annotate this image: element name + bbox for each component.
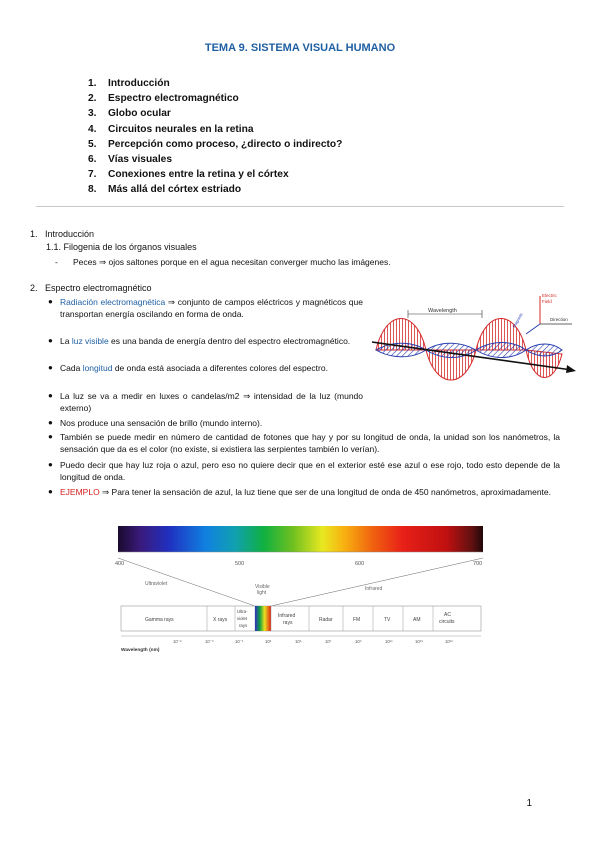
toc-item xyxy=(88,122,342,137)
scale-label: 10⁷ xyxy=(325,639,332,644)
tick-label: 500 xyxy=(235,561,245,567)
bullet-icon: ● xyxy=(48,460,53,469)
scale-label: 10⁹ xyxy=(355,639,362,644)
toc-number: 6. xyxy=(88,153,97,165)
toc-label: Globo ocular xyxy=(108,108,171,120)
bullet-text: es una banda de energía dentro del espectro electromagnético. xyxy=(108,336,351,346)
page-number: 1 xyxy=(526,798,532,809)
scale-label: 10³ xyxy=(265,639,272,644)
light-label: light xyxy=(257,590,267,596)
toc-number: 2. xyxy=(88,93,97,105)
bullet-icon: ● xyxy=(48,297,53,306)
bullet-icon: ● xyxy=(48,363,53,372)
scale-label: 10¹⁵ xyxy=(445,639,453,644)
bullet-text: Nos produce una sensación de brillo (mundo interno). xyxy=(60,418,263,428)
toc-item xyxy=(88,182,342,197)
bullet-item xyxy=(48,459,560,483)
band-label: rays xyxy=(239,623,248,628)
section-heading-2 xyxy=(30,283,152,293)
scale-label: 10¹¹ xyxy=(385,639,393,644)
section-number: 2. xyxy=(30,283,38,293)
infrared-label: Infrared xyxy=(365,586,383,592)
toc-number: 8. xyxy=(88,184,97,196)
electric-label: Electric xyxy=(542,293,557,298)
bullet-item xyxy=(48,296,363,320)
bullet-text: También se puede medir en número de cantidad de fotones que hay y por su longitud de onda, la unidad son los nanómetros, la sensación que da es el color (no existe, si existiera las serpientes también lo verían). xyxy=(60,432,560,455)
scale-label: 10⁻³ xyxy=(205,639,214,644)
band-label: rays xyxy=(283,620,293,626)
projection-line xyxy=(271,558,483,606)
toc-item xyxy=(88,76,342,91)
toc-label: Espectro electromagnético xyxy=(108,93,239,105)
band-row xyxy=(121,606,481,631)
toc-item xyxy=(88,106,342,121)
band-label: Radar xyxy=(319,617,333,623)
toc-label: Circuitos neurales en la retina xyxy=(108,123,254,135)
bullet-text: de onda está asociada a diferentes colores del espectro. xyxy=(112,363,328,373)
scale-label: 10¹³ xyxy=(415,639,423,644)
bullet-item xyxy=(48,486,560,498)
bullet-item xyxy=(48,335,363,347)
tick-label: 400 xyxy=(115,561,125,567)
spectrum-figure xyxy=(115,524,487,656)
ultraviolet-label: Ultraviolet xyxy=(145,581,168,587)
toc-number: 5. xyxy=(88,138,97,150)
bullet-item xyxy=(48,362,363,374)
band-label: TV xyxy=(384,617,391,623)
bullet-item xyxy=(48,417,560,429)
bullet-icon: ● xyxy=(48,336,53,345)
toc-number: 3. xyxy=(88,108,97,120)
dash-bullet: - xyxy=(55,257,58,267)
list-item xyxy=(55,257,391,268)
page-title: TEMA 9. SISTEMA VISUAL HUMANO xyxy=(204,42,396,54)
bullet-icon: ● xyxy=(48,391,53,400)
band-label: Ultra- xyxy=(237,609,248,614)
band-label: Infrared xyxy=(278,613,296,619)
visible-band-mini xyxy=(255,606,271,631)
term-highlight: Radiación electromagnética xyxy=(60,297,166,307)
wavelength-label: Wavelength xyxy=(428,308,457,314)
band-label: AC xyxy=(444,612,451,618)
band-label: X rays xyxy=(213,617,228,623)
wavelength-axis-label: Wavelength (nm) xyxy=(121,648,160,653)
bullet-text: Puedo decir que hay luz roja o azul, pero eso no quiere decir que en el exterior esté ese azul o ese rojo, todo esto depende de la longitud de onda. xyxy=(60,460,560,483)
magnetic-field-axis xyxy=(526,324,540,334)
scale-label: 10⁵ xyxy=(295,639,302,644)
section-number: 1. xyxy=(30,229,38,239)
toc-label: Introducción xyxy=(108,78,170,89)
scale-label: 10⁻⁵ xyxy=(173,639,182,644)
term-highlight: luz visible xyxy=(71,336,109,346)
bullet-icon: ● xyxy=(48,432,53,441)
toc-label: Percepción como proceso, ¿directo o indirecto? xyxy=(108,138,343,150)
toc-number: 7. xyxy=(88,169,97,181)
bullet-item xyxy=(48,431,560,455)
band-label: AM xyxy=(413,617,421,623)
list-item-text: Peces ⇒ ojos saltones porque en el agua necesitan converger mucho las imágenes. xyxy=(73,257,391,267)
direction-label: Direction xyxy=(550,317,568,322)
term-highlight: longitud xyxy=(82,363,113,373)
band-label: circuits xyxy=(439,619,455,625)
visible-spectrum-bar xyxy=(118,526,483,552)
field-label: Field xyxy=(542,299,552,304)
band-label: violet xyxy=(237,616,248,621)
section-divider xyxy=(36,206,564,207)
tick-label: 600 xyxy=(355,561,365,567)
section-title: Introducción xyxy=(45,229,95,239)
toc-label: Vías visuales xyxy=(108,153,173,165)
toc-label: Más allá del córtex estriado xyxy=(108,184,242,196)
scale-label: 10⁻¹ xyxy=(235,639,244,644)
bullet-icon: ● xyxy=(48,487,53,496)
toc-item xyxy=(88,152,342,167)
bullet-icon: ● xyxy=(48,418,53,427)
bullet-text: Cada xyxy=(60,363,83,373)
bullet-item xyxy=(48,390,363,414)
band-label: Gamma rays xyxy=(145,617,174,623)
bullet-text: ⇒ conjunto de campos eléctricos y magnéticos que transportan energía oscilando en forma de onda. xyxy=(60,297,363,320)
tick-label: 700 xyxy=(473,561,483,567)
bullet-text: La luz se va a medir en luxes o candelas/m2 ⇒ intensidad de la luz (mundo externo) xyxy=(60,391,363,414)
toc-number: 4. xyxy=(88,123,97,135)
em-wave-figure xyxy=(368,288,580,392)
term-highlight: EJEMPLO xyxy=(60,487,100,497)
bullet-text: ⇒ Para tener la sensación de azul, la luz tiene que ser de una longitud de onda de 450 nanómetros, aproximadamente. xyxy=(99,487,551,497)
toc-item xyxy=(88,167,342,182)
subsection-heading: 1.1. Filogenia de los órganos visuales xyxy=(46,242,197,252)
visible-label: Visible xyxy=(255,584,270,590)
toc-item xyxy=(88,137,342,152)
bullet-text: La xyxy=(60,336,72,346)
toc-label: Conexiones entre la retina y el córtex xyxy=(108,169,289,181)
section-title: Espectro electromagnético xyxy=(45,283,152,293)
toc-number: 1. xyxy=(88,78,97,89)
band-label: FM xyxy=(353,617,361,623)
section-heading-1 xyxy=(30,229,94,239)
arrow-head-icon xyxy=(566,365,576,373)
magnetic-label: Magnetic xyxy=(511,311,524,329)
table-of-contents xyxy=(88,76,342,198)
toc-item xyxy=(88,91,342,106)
